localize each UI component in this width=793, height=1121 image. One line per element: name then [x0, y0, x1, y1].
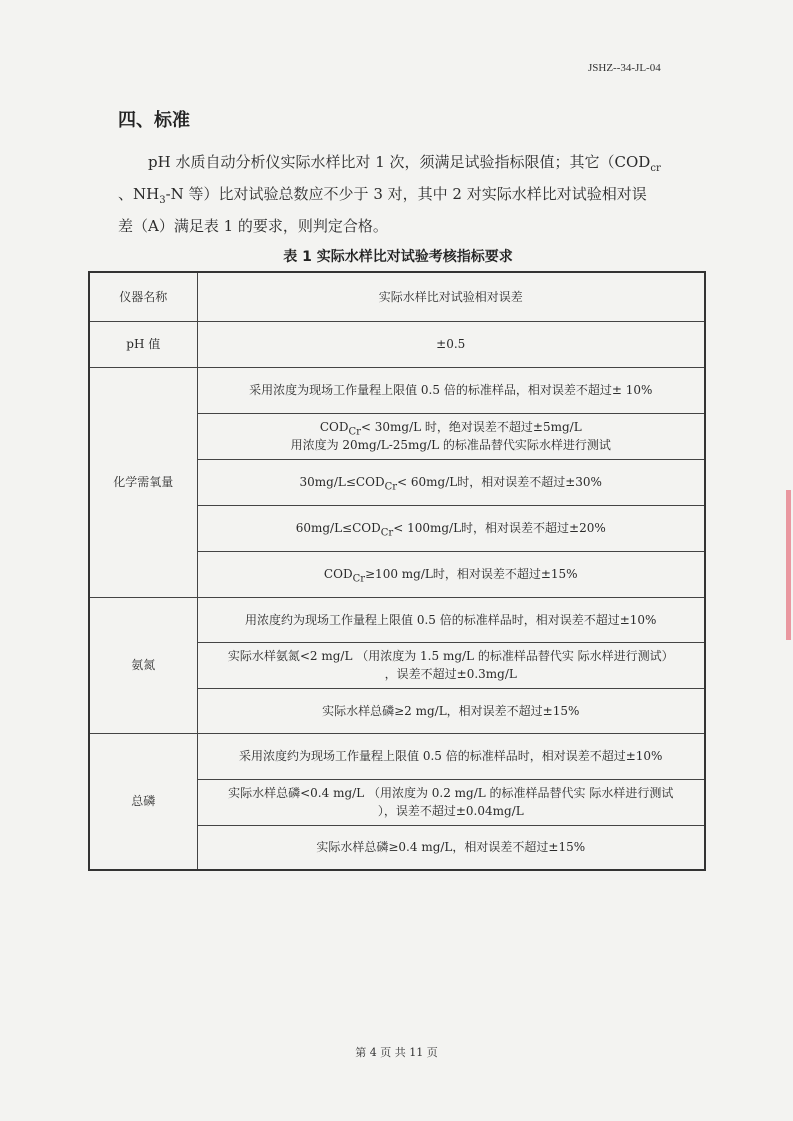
- cell-subscript: Cr: [380, 527, 394, 539]
- cell-text: ≥100 mg/L时，相对误差不超过±15%: [365, 567, 578, 581]
- cell-text: < 100mg/L时，相对误差不超过±20%: [393, 521, 606, 535]
- cell-text: < 30mg/L 时，绝对误差不超过±5mg/L: [360, 420, 582, 434]
- ammonia-criterion-1: 用浓度约为现场工作量程上限值 0.5 倍的标准样品时，相对误差不超过±10%: [197, 597, 705, 642]
- paragraph-text: 、NH: [118, 185, 160, 203]
- ammonia-criterion-3: 实际水样总磷≥2 mg/L，相对误差不超过±15%: [197, 688, 705, 733]
- paragraph-text: -N 等）比对试验总数应不少于 3 对，其中 2 对实际水样比对试验相对误: [165, 185, 647, 203]
- cell-text: COD: [323, 567, 353, 581]
- cod-criterion-5: [197, 551, 705, 597]
- paragraph-line-2: [118, 178, 690, 210]
- cell-text: ），误差不超过±0.04mg/L: [377, 804, 524, 818]
- ammonia-criterion-2: [197, 642, 705, 688]
- cell-text: 实际水样总磷<0.4 mg/L （用浓度为 0.2 mg/L 的标准样品替代实 际水样进行测试: [228, 786, 674, 800]
- ph-name-cell: pH 值: [89, 321, 197, 367]
- paragraph-subscript: 3: [159, 195, 166, 206]
- phosphorus-name-cell: 总磷: [89, 733, 197, 870]
- seal-edge-mark: [786, 490, 791, 640]
- cell-text: COD: [319, 420, 349, 434]
- cell-subscript: Cr: [384, 481, 398, 493]
- standard-paragraph: [118, 146, 690, 242]
- paragraph-text: pH 水质自动分析仪实际水样比对 1 次，须满足试验指标限值；其它（COD: [148, 153, 651, 171]
- paragraph-subscript: cr: [650, 163, 661, 174]
- table-row-phosphorus-1: [89, 733, 705, 779]
- cell-text: 60mg/L≤COD: [295, 521, 381, 535]
- paragraph-line-3: 差（A）满足表 1 的要求，则判定合格。: [118, 217, 388, 235]
- table-caption: 表 1 实际水样比对试验考核指标要求: [283, 249, 513, 265]
- cod-criterion-4: [197, 505, 705, 551]
- table-row-ph: [89, 321, 705, 367]
- cod-criterion-2: [197, 413, 705, 459]
- phosphorus-criterion-1: 采用浓度约为现场工作量程上限值 0.5 倍的标准样品时，相对误差不超过±10%: [197, 733, 705, 779]
- section-heading: 四、标准: [118, 110, 190, 131]
- cell-text: < 60mg/L时，相对误差不超过±30%: [397, 475, 602, 489]
- ammonia-name-cell: 氨氮: [89, 597, 197, 733]
- document-code: JSHZ--34-JL-04: [588, 62, 661, 74]
- cell-text: 30mg/L≤COD: [299, 475, 385, 489]
- table-header-row: [89, 272, 705, 321]
- phosphorus-criterion-3: 实际水样总磷≥0.4 mg/L，相对误差不超过±15%: [197, 825, 705, 870]
- cell-subscript: Cr: [348, 426, 361, 438]
- cell-subscript: Cr: [352, 573, 365, 585]
- header-relative-error: 实际水样比对试验相对误差: [197, 272, 705, 321]
- table-row-cod-1: [89, 367, 705, 413]
- phosphorus-criterion-2: [197, 779, 705, 825]
- page-footer: 第 4 页 共 11 页: [355, 1046, 438, 1059]
- requirements-table: [88, 271, 706, 871]
- paragraph-line-1: [118, 146, 690, 178]
- cell-text: ，误差不超过±0.3mg/L: [384, 667, 517, 681]
- cod-name-cell: 化学需氧量: [89, 367, 197, 597]
- ph-value-cell: ±0.5: [197, 321, 705, 367]
- cell-text: 用浓度为 20mg/L-25mg/L 的标准品替代实际水样进行测试: [290, 438, 611, 452]
- cod-criterion-3: [197, 459, 705, 505]
- table-row-ammonia-1: [89, 597, 705, 642]
- header-instrument-name: 仪器名称: [89, 272, 197, 321]
- cell-text: 实际水样氨氮<2 mg/L （用浓度为 1.5 mg/L 的标准样品替代实 际水样进行测试）: [227, 649, 674, 663]
- cod-criterion-1: 采用浓度为现场工作量程上限值 0.5 倍的标准样品，相对误差不超过± 10%: [197, 367, 705, 413]
